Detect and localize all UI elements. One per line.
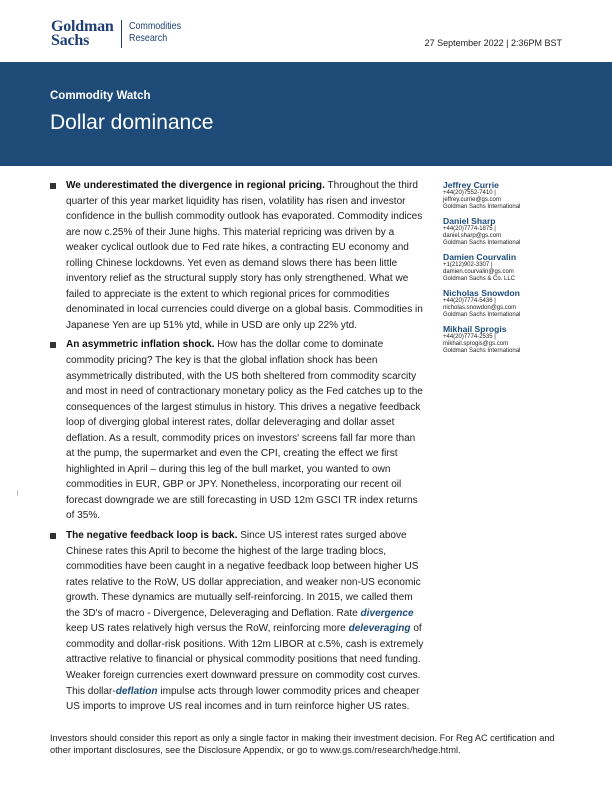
bullet-lead: The negative feedback loop is back. <box>66 530 238 542</box>
bullet-paragraph-2 <box>50 337 426 524</box>
author-entry <box>443 216 573 247</box>
division-line-2: Research <box>128 32 167 44</box>
logo-divider <box>121 20 122 48</box>
bullet-square-icon <box>50 533 56 539</box>
publish-date: 27 September 2022 | 2:36PM BST <box>424 38 562 48</box>
main-body <box>50 178 426 719</box>
emphasis-divergence: divergence <box>360 607 414 619</box>
author-entry <box>443 324 573 355</box>
bullet-square-icon <box>50 183 56 189</box>
author-firm: Goldman Sachs International <box>443 312 521 318</box>
bullet-text: impulse acts through lower commodity prices and cheaper US imports to improve US real incomes and in turn reinforce higher US rates. <box>66 685 420 713</box>
division-name <box>129 20 181 44</box>
author-email[interactable]: nicholas.snowdon@gs.com <box>443 305 517 311</box>
author-phone: +44(20)7774-1875 | <box>443 226 496 232</box>
bullet-lead: An asymmetric inflation shock. <box>66 339 215 351</box>
margin-mark <box>17 490 18 496</box>
goldman-sachs-logo <box>51 20 190 48</box>
author-firm: Goldman Sachs & Co. LLC <box>443 276 516 282</box>
author-phone: +44(20)7774-2535 | <box>443 334 496 340</box>
logo-wordmark <box>51 20 114 48</box>
division-line-1: Commodities <box>128 20 181 32</box>
bullet-paragraph-1 <box>50 178 426 333</box>
bullet-paragraph-3 <box>50 528 426 715</box>
author-email[interactable]: damien.courvalin@gs.com <box>443 269 514 275</box>
author-firm: Goldman Sachs International <box>443 204 521 210</box>
author-name: Daniel Sharp <box>443 216 496 226</box>
disclosure-footer: Investors should consider this report as only a single factor in making their investment decision. For Reg AC certification and other important disclosures, see the Disclosure Appendix, or go to www.gs.com/research/hedge.html. <box>50 733 555 755</box>
logo-line-1: Goldman <box>51 18 114 35</box>
emphasis-deflation: deflation <box>115 685 158 697</box>
author-firm: Goldman Sachs International <box>443 240 521 246</box>
author-list <box>443 180 573 360</box>
report-title: Dollar dominance <box>50 111 214 134</box>
author-firm: Goldman Sachs International <box>443 348 521 354</box>
bullet-text: of commodity and dollar-risk positions. With 12m LIBOR at c.5%, cash is extremely attractive relative to financial or physical commodity positions that need funding. Weaker foreign currencies exert downward pressure on commodity cost curves. This dollar- <box>66 623 424 697</box>
author-email[interactable]: jeffrey.currie@gs.com <box>443 197 501 203</box>
author-name: Nicholas Snowdon <box>443 288 520 298</box>
page-header <box>0 0 612 62</box>
author-phone: +1(212)902-3307 | <box>443 262 493 268</box>
author-phone: +44(20)7774-5436 | <box>443 298 496 304</box>
bullet-lead: We underestimated the divergence in regional pricing. <box>66 180 325 191</box>
bullet-text: Throughout the third quarter of this year market liquidity has risen, volatility has risen and investor confidence in the bullish commodity outlook has evaporated. Commodity indices are now c.25% of their June highs. This material repricing was driven by a weaker cyclical outlook due to Fed rate hikes, a contracting EU economy and rolling Chinese lockdowns. Yet even as demand slows there has been little inventory relief as the structural supply story has only strengthened. What we failed to appreciate is the extent to which regional prices for commodities denominated in local currencies could diverge on a global basis. Commodities in Japanese Yen are up 51% ytd, while in USD are only up 22% ytd. <box>66 180 423 331</box>
author-name: Mikhail Sprogis <box>443 324 507 334</box>
bullet-text: How has the dollar come to dominate commodity pricing? The key is that the global inflation shock has been asymmetrically distributed, with the US both sheltered from commodity scarcity and most in need of contractionary monetary policy as the Fed catches up to the consequences of the largest stimulus in history. This drives a negative feedback loop of diverging global interest rates, dollar deleveraging and dollar asset deflation. As a result, commodity prices on investors' screens fall far more than at the pump, the supermarket and even the CPI, creating the effect we first highlighted in April – during this leg of the bull market, you wanted to own commodities in EUR, GBP or JPY. Nonetheless, incorporating our recent oil forecast downgrade we are still forecasting in USD 12m GSCI TR index returns of 35%. <box>66 339 423 522</box>
logo-line-2: Sachs <box>51 32 90 49</box>
title-banner <box>0 62 612 166</box>
author-email[interactable]: daniel.sharp@gs.com <box>443 233 502 239</box>
author-entry <box>443 288 573 319</box>
emphasis-deleveraging: deleveraging <box>348 623 411 635</box>
bullet-square-icon <box>50 342 56 348</box>
author-name: Jeffrey Currie <box>443 180 499 190</box>
author-phone: +44(20)7552-7410 | <box>443 190 496 196</box>
bullet-text: keep US rates relatively high versus the RoW, reinforcing more <box>66 623 349 635</box>
author-name: Damien Courvalin <box>443 252 517 262</box>
author-entry <box>443 180 573 211</box>
author-email[interactable]: mikhail.sprogis@gs.com <box>443 341 509 347</box>
series-name: Commodity Watch <box>50 90 151 102</box>
bullet-text: Since US interest rates surged above Chinese rates this April to become the highest of the large trading blocs, commodities have been caught in a negative feedback loop between higher US rates relative to the RoW, US dollar appreciation, and weaker non-US economic growth. These dynamics are mutually self-reinforcing. In 2015, we called them the 3D's of macro - Divergence, Deleveraging and Deflation. Rate <box>66 530 421 619</box>
author-entry <box>443 252 573 283</box>
